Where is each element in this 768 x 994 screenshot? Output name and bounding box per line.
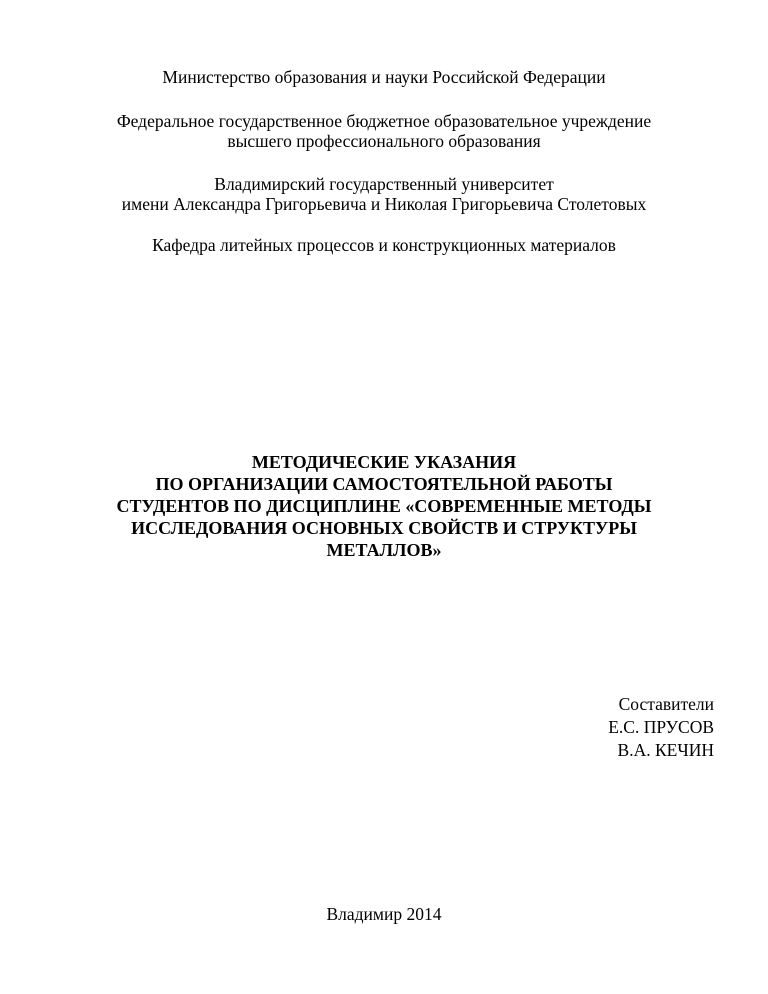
institution-line-1: Федеральное государственное бюджетное образовательное учреждение	[116, 111, 652, 131]
author-name-2: В.А. КЕЧИН	[617, 740, 714, 760]
title-line-5: МЕТАЛЛОВ»	[326, 540, 442, 560]
university-line-2: имени Александра Григорьевича и Николая Григорьевича Столетовых	[121, 194, 647, 214]
title-line-3: СТУДЕНТОВ ПО ДИСЦИПЛИНЕ «СОВРЕМЕННЫЕ МЕТОДЫ	[116, 496, 652, 516]
department-line: Кафедра литейных процессов и конструкционных материалов	[152, 235, 616, 255]
title-line-1: МЕТОДИЧЕСКИЕ УКАЗАНИЯ	[251, 452, 517, 472]
authors-label: Составители	[618, 694, 714, 714]
authors-block	[608, 693, 714, 762]
title-line-4: ИССЛЕДОВАНИЯ ОСНОВНЫХ СВОЙСТВ И СТРУКТУРЫ	[131, 518, 637, 538]
document-title	[0, 451, 768, 561]
title-line-2: ПО ОРГАНИЗАЦИИ САМОСТОЯТЕЛЬНОЙ РАБОТЫ	[155, 474, 613, 494]
author-name-1: Е.С. ПРУСОВ	[608, 717, 714, 737]
institution-line-2: высшего профессионального образования	[227, 131, 541, 151]
university-line-1: Владимирский государственный университет	[214, 174, 554, 194]
place-year-line: Владимир 2014	[326, 904, 442, 924]
ministry-line: Министерство образования и науки Российской Федерации	[162, 67, 606, 87]
